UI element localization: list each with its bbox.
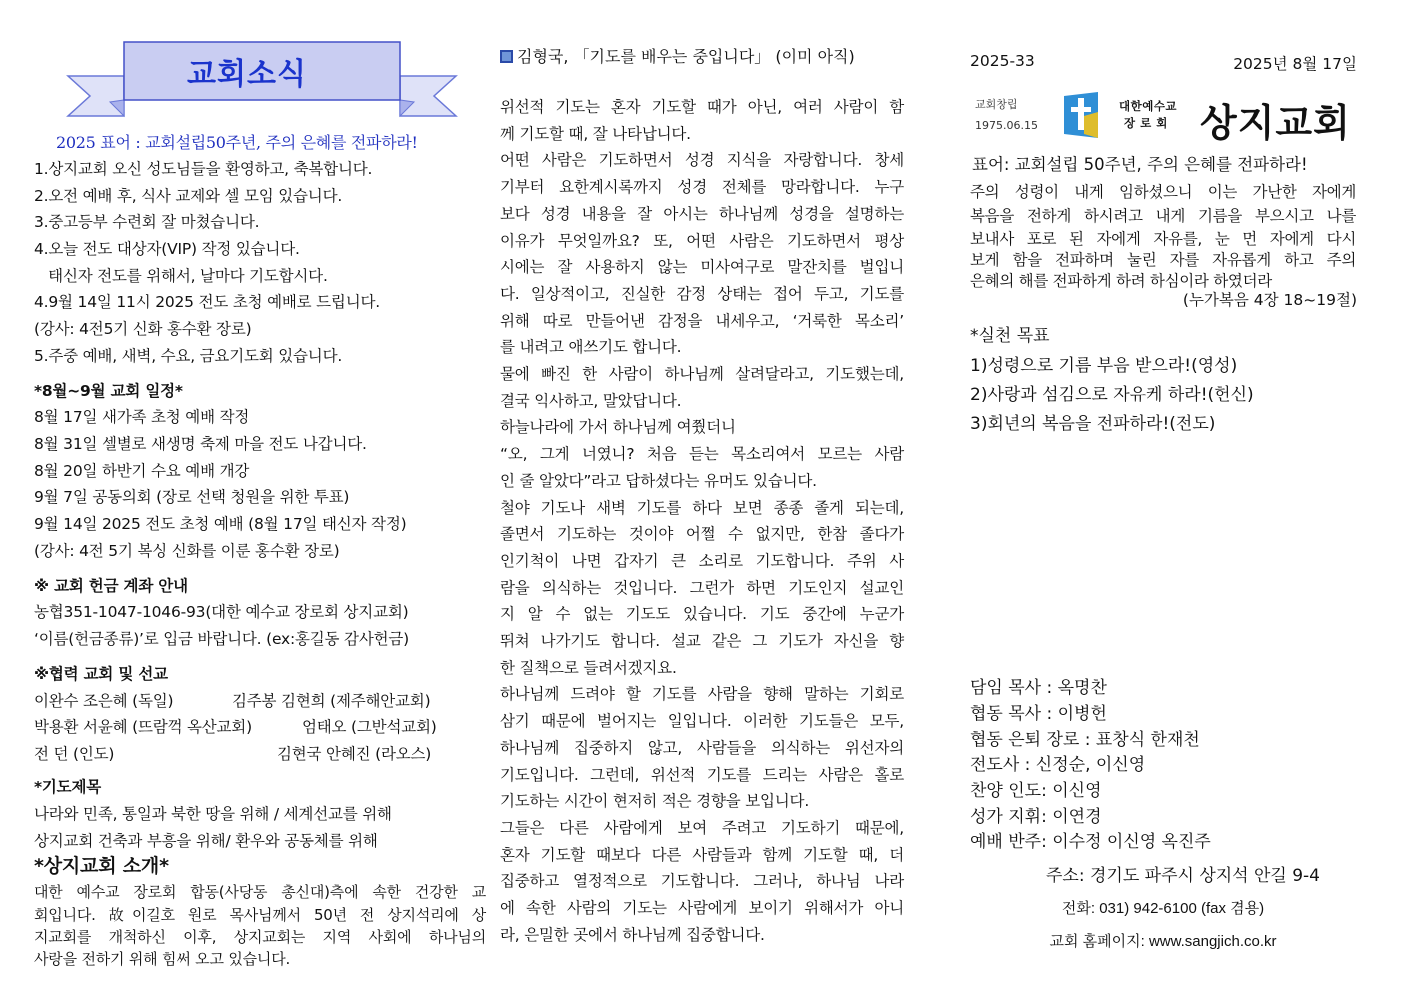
partner-item: 전 던 (인도) — [34, 745, 115, 763]
schedule-item: 8월 20일 하반기 수요 예배 개강 — [34, 462, 250, 480]
goals-title: *실천 목표 — [970, 326, 1050, 346]
announcement-item: 1.상지교회 오신 성도님들을 환영하고, 축복합니다. — [34, 160, 373, 178]
church-cross-logo-icon — [1064, 92, 1098, 138]
staff-item: 예배 반주: 이수정 이신영 옥진주 — [970, 832, 1211, 852]
prayer-item: 나라와 민족, 통일과 북한 땅을 위해 / 세계선교를 위해 — [34, 805, 392, 823]
prayer-title: *기도제목 — [34, 778, 101, 796]
church-address: 주소: 경기도 파주시 상지석 안길 9-4 — [1046, 866, 1320, 886]
article-line: 기도입니다. 그런데, 위선적 기도를 드리는 사람은 홀로 — [500, 765, 904, 784]
article-line: 인기척이 나면 갑자기 큰 소리로 기도합니다. 주위 사 — [500, 551, 904, 570]
announcement-item: 태신자 전도를 위해서, 날마다 기도합시다. — [34, 267, 328, 285]
partner-item: 김주봉 김현희 (제주해안교회) — [232, 692, 431, 710]
founded-label: 교회창립 — [975, 98, 1018, 111]
article-line: 집중하고 열정적으로 기도합니다. 그러나, 하나님 나라 — [500, 872, 904, 891]
article-line: 하나님께 집중하지 않고, 사람들을 의식하는 위선자의 — [500, 738, 904, 757]
goal-item: 3)회년의 복음을 전파하라!(전도) — [970, 414, 1216, 434]
schedule-item: (강사: 4전 5기 복싱 신화를 이룬 홍수환 장로) — [34, 542, 340, 560]
staff-item: 전도사 : 신정순, 이신영 — [970, 755, 1146, 775]
motto-text: 2025 표어 : 교회설립50주년, 주의 은혜를 전파하라! — [56, 133, 418, 152]
article-line: 에 속한 사람의 기도는 사람에게 보이기 위해서가 아니 — [500, 899, 904, 917]
homepage-link[interactable]: 교회 홈페이지: www.sangjich.co.kr — [1049, 933, 1277, 950]
article-line: 물에 빠진 한 사람이 하나님께 살려달라고, 기도했는데, — [500, 365, 904, 383]
schedule-item: 8월 31일 셀별로 새생명 축제 마을 전도 나갑니다. — [34, 435, 367, 453]
article-line: 보다 성경 내용을 잘 아시는 하나님께 성경을 설명하는 — [500, 204, 904, 223]
article-line: 철야 기도나 새벽 기도를 하다 보면 종종 졸게 되는데, — [500, 498, 904, 517]
issue-number: 2025-33 — [970, 52, 1035, 70]
prayer-item: 상지교회 건축과 부흥을 위해/ 환우와 공동체를 위해 — [34, 832, 378, 850]
article-line: 람을 의식하는 것입니다. 그런가 하면 기도인지 설교인 — [500, 578, 904, 597]
schedule-title: *8월~9월 교회 일정* — [34, 382, 183, 400]
article-line: 하나님께 드려야 할 기도를 사람을 향해 말하는 기회로 — [500, 685, 904, 704]
schedule-item: 9월 7일 공동의회 (장로 선택 청원을 위한 투표) — [34, 488, 350, 506]
article-line: 졸면서 기도하는 것이야 어쩔 수 없지만, 한참 졸다가 — [500, 525, 904, 544]
article-line: “오, 그게 너였니? 처음 듣는 목소리여서 모르는 사람 — [500, 445, 904, 464]
announcement-item: 2.오전 예배 후, 식사 교제와 셀 모임 있습니다. — [34, 187, 343, 205]
goal-item: 1)성령으로 기름 부음 받으라!(영성) — [970, 356, 1238, 376]
intro-title: *상지교회 소개* — [34, 855, 169, 877]
article-line: 이유가 무엇일까요? 또, 어떤 사람은 기도하면서 평상 — [500, 231, 904, 250]
announcement-item: 5.주중 예배, 새벽, 수요, 금요기도회 있습니다. — [34, 347, 343, 365]
article-heading-text: 김형국, 「기도를 배우는 중입니다」 (이미 아직) — [517, 47, 855, 66]
verse-line: 은혜의 해를 전파하게 하려 하심이라 하였더라 — [970, 272, 1272, 290]
article-line: 하늘나라에 가서 하나님께 여쭸더니 — [500, 418, 736, 437]
partner-item: 엄태오 (그반석교회) — [302, 718, 437, 736]
verse-reference: (누가복음 4장 18~19절) — [1182, 291, 1357, 309]
staff-item: 협동 은퇴 장로 : 표창식 한재천 — [970, 730, 1200, 750]
announcement-item: 3.중고등부 수련회 잘 마쳤습니다. — [34, 213, 260, 231]
founded-date: 1975.06.15 — [975, 119, 1038, 132]
intro-line: 대한 예수교 장로회 합동(사당동 총신대)측에 속한 건강한 교 — [34, 883, 486, 901]
church-name: 상지교회 — [1200, 101, 1351, 145]
announcement-item: 4.9월 14일 11시 2025 전도 초청 예배로 드립니다. — [34, 293, 380, 311]
church-homepage[interactable] — [970, 930, 1356, 951]
article-line: 위선적 기도는 혼자 기도할 때가 아닌, 여러 사람이 함 — [500, 98, 904, 116]
announcement-item: 4.오늘 전도 대상자(VIP) 작정 있습니다. — [34, 240, 300, 258]
article-line: 기도하는 시간이 현저히 적은 경향을 보입니다. — [500, 792, 810, 811]
article-line: 시에는 잘 사용하지 않는 미사여구로 말잔치를 벌입니 — [500, 258, 904, 277]
article-heading — [500, 44, 855, 67]
verse-line: 주의 성령이 내게 임하셨으니 이는 가난한 자에게 — [970, 183, 1356, 201]
announcement-item: (강사: 4전5기 신화 홍수환 장로) — [34, 320, 252, 338]
article-line: 삼기 때문에 벌어지는 일입니다. 이러한 기도들은 모두, — [500, 712, 904, 731]
schedule-item: 8월 17일 새가족 초청 예배 작정 — [34, 408, 250, 426]
article-line: 기부터 요한계시록까지 성경 전체를 망라합니다. 누구 — [500, 178, 904, 197]
offering-title: ※ 교회 헌금 계좌 안내 — [34, 577, 188, 595]
article-line: 지 알 수 없는 기도도 있습니다. 기도 중간에 누군가 — [500, 605, 904, 624]
denomination-line-1: 대한예수교 — [1119, 99, 1178, 113]
article-line: 다. 일상적이고, 진실한 감정 상태는 접어 두고, 기도를 — [500, 284, 904, 303]
partner-item: 이완수 조은혜 (독일) — [34, 692, 174, 710]
verse-line: 보내사 포로 된 자에게 자유를, 눈 먼 자에게 다시 — [970, 230, 1356, 248]
goal-item: 2)사랑과 섬김으로 자유케 하라!(헌신) — [970, 385, 1254, 405]
article-line: 위해 따로 만들어낸 감정을 내세우고, ‘거룩한 목소리’ — [500, 311, 904, 330]
staff-item: 찬양 인도: 이신영 — [970, 781, 1102, 801]
offering-note: ‘이름(헌금종류)’로 입금 바랍니다. (ex:홍길동 감사헌금) — [34, 630, 409, 648]
article-line: 뛰쳐 나가기도 합니다. 설교 같은 그 기도가 자신을 향 — [500, 632, 904, 650]
offering-account: 농협351-1047-1046-93(대한 예수교 장로회 상지교회) — [34, 603, 409, 621]
article-line: 혼자 기도할 때보다 다른 사람들과 함께 기도할 때, 더 — [500, 845, 904, 864]
article-line: 한 질책으로 들려서겠지요. — [500, 658, 677, 677]
staff-item: 성가 지휘: 이연경 — [970, 807, 1102, 827]
intro-line: 사랑을 전하기 위해 힘써 오고 있습니다. — [34, 950, 291, 968]
staff-item: 담임 목사 : 옥명찬 — [970, 678, 1107, 698]
banner-title: 교회소식 — [187, 57, 307, 92]
verse-line: 보게 함을 전파하며 눌린 자를 자유롭게 하고 주의 — [970, 251, 1356, 269]
denomination-line-2: 장 로 회 — [1124, 116, 1168, 130]
article-line: 그들은 다른 사람에게 보여 주려고 기도하기 때문에, — [500, 818, 904, 837]
intro-line: 회입니다. 故이길호 원로 목사님께서 50년 전 상지석리에 상 — [34, 906, 486, 924]
church-phone: 전화: 031) 942-6100 (fax 겸용) — [1061, 900, 1265, 917]
article-line: 를 내려고 애쓰기도 합니다. — [500, 338, 682, 357]
motto-right: 표어: 교회설립 50주년, 주의 은혜를 전파하라! — [972, 155, 1308, 174]
square-bullet-icon — [500, 50, 513, 63]
schedule-item: 9월 14일 2025 전도 초청 예배 (8월 17일 태신자 작정) — [34, 515, 407, 533]
verse-line: 복음을 전하게 하시려고 내게 기름을 부으시고 나를 — [970, 207, 1356, 225]
article-line: 께 기도할 때, 잘 나타납니다. — [500, 124, 691, 143]
article-line: 인 줄 알았다”라고 답하셨다는 유머도 있습니다. — [500, 471, 817, 490]
partners-title: ※협력 교회 및 선교 — [34, 665, 168, 683]
partner-item: 김현국 안혜진 (라오스) — [277, 745, 432, 763]
article-line: 결국 익사하고, 말았답니다. — [500, 391, 682, 410]
staff-item: 협동 목사 : 이병헌 — [970, 704, 1107, 724]
partner-item: 박용환 서윤혜 (뜨람꺽 옥산교회) — [34, 718, 252, 736]
article-line: 라, 은밀한 곳에서 하나님께 집중합니다. — [500, 925, 765, 944]
issue-date: 2025년 8월 17일 — [1233, 55, 1357, 73]
article-line: 어떤 사람은 기도하면서 성경 지식을 자랑합니다. 창세 — [500, 151, 904, 170]
intro-line: 지교회를 개척하신 이후, 상지교회는 지역 사회에 하나님의 — [34, 928, 486, 946]
